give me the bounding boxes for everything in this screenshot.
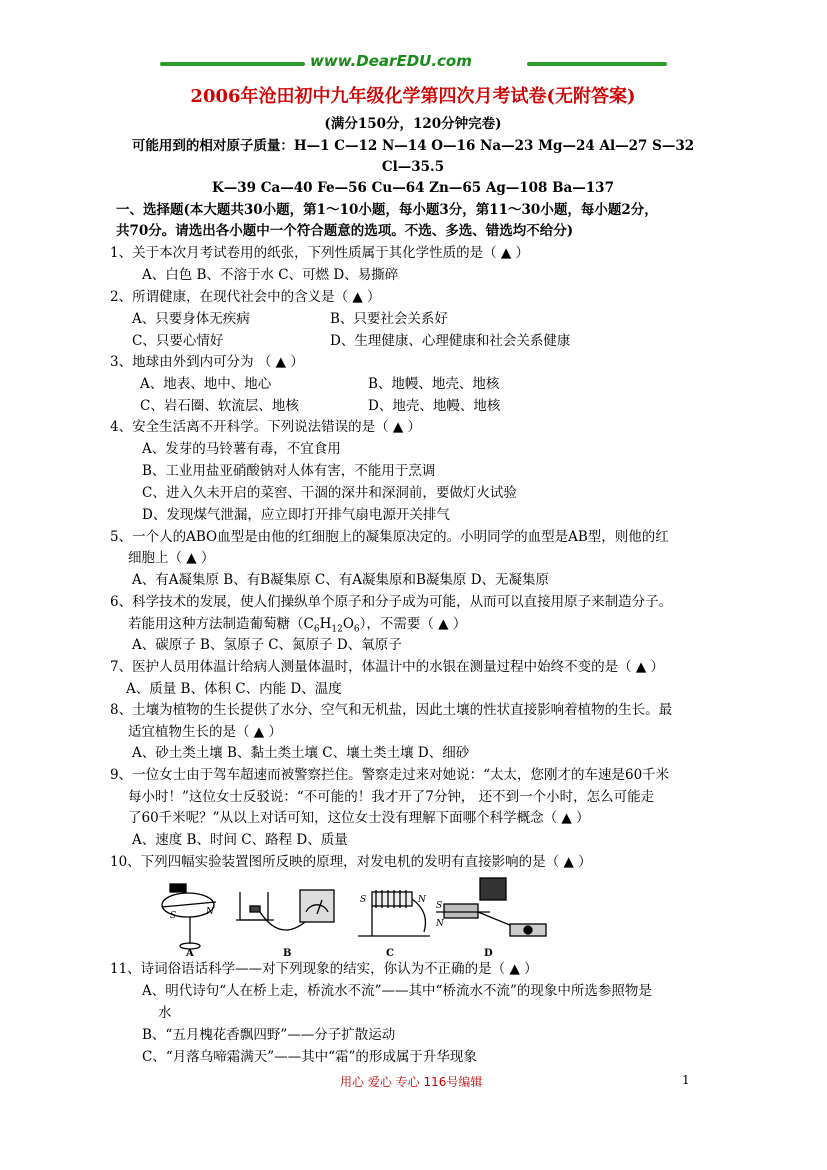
figure-d-battery-rails [436, 878, 546, 936]
figure-d-n-label: N [436, 919, 444, 929]
q5-stem-line-2: 细胞上（ ▲ ） [128, 550, 215, 566]
q5-stem-line-1: 5、一个人的ABO血型是由他的红细胞上的凝集原决定的。小明同学的血型是AB型，则他的红 [110, 529, 669, 545]
q5-options: A、有A凝集原 B、有B凝集原 C、有A凝集原和B凝集原 D、无凝集原 [132, 572, 550, 588]
q11-option-a-line-2: 水 [158, 1005, 172, 1021]
q6-formula-c-count: 6 [313, 624, 320, 635]
q7-options: A、质量 B、体积 C、内能 D、温度 [126, 681, 342, 697]
page-title: 2006年沧田初中九年级化学第四次月考试卷(无附答案) [190, 86, 636, 107]
q9-stem-line-1: 9、一位女士由于驾车超速而被警察拦住。警察走过来对她说：“太太，您刚才的车速是60千米 [110, 767, 670, 783]
q4-option-c: C、进入久未开启的菜窖、干涸的深井和深洞前，要做灯火试验 [142, 485, 517, 501]
figure-label-d: D [484, 948, 493, 958]
q2-option-c: C、只要心情好 [132, 333, 224, 349]
q9-options: A、速度 B、时间 C、路程 D、质量 [132, 832, 348, 848]
q6-stem-prefix: 若能用这种方法制造葡萄糖（C [128, 616, 314, 632]
q8-options: A、砂土类土壤 B、黏土类土壤 C、壤土类土壤 D、细砂 [132, 745, 470, 761]
q2-stem: 2、所谓健康，在现代社会中的含义是（ ▲ ） [110, 289, 381, 305]
q8-stem-line-1: 8、土壤为植物的生长提供了水分、空气和无机盐，因此土壤的性状直接影响着植物的生长。最 [110, 702, 673, 718]
atomic-mass-line-2: Cl—35.5 [381, 159, 445, 175]
q9-stem-line-3: 了60千米呢？”从以上对话可知，这位女士没有理解下面哪个科学概念（ ▲ ） [128, 810, 590, 826]
figure-a-s-label: S [170, 911, 177, 921]
section-heading-line-1: 一、选择题(本大题共30小题，第1～10小题，每小题3分，第11～30小题，每小题2分， [116, 202, 658, 218]
q6-formula-h-count: 12 [331, 624, 343, 635]
q1-stem: 1、关于本次月考试卷用的纸张，下列性质属于其化学性质的是（ ▲ ） [110, 245, 530, 261]
q3-stem: 3、地球由外到内可分为 （ ▲ ） [110, 354, 304, 370]
q4-option-a: A、发芽的马铃薯有毒，不宜食用 [142, 441, 341, 457]
q9-stem-line-2: 每小时！”这位女士反驳说：“不可能的！我才开了7分钟， 还不到一个小时，怎么可能走 [128, 789, 655, 805]
q10-apparatus-figure [150, 872, 550, 958]
q4-option-d: D、发现煤气泄漏，应立即打开排气扇电源开关排气 [142, 507, 450, 523]
q4-option-b: B、工业用盐亚硝酸钠对人体有害，不能用于烹调 [142, 463, 436, 479]
q2-option-a: A、只要身体无疾病 [132, 311, 250, 327]
q10-stem: 10、下列四幅实验装置图所反映的原理，对发电机的发明有直接影响的是（ ▲ ） [110, 854, 592, 870]
figure-c-s-label: S [360, 895, 367, 905]
figure-label-a: A [186, 948, 194, 958]
figure-label-c: C [386, 948, 394, 958]
q8-stem-line-2: 适宜植物生长的是（ ▲ ） [128, 724, 282, 740]
atomic-mass-line-1: 可能用到的相对原子质量：H—1 C—12 N—14 O—16 Na—23 Mg—24 Al—27 S—32 [131, 138, 695, 154]
figure-d-s-label: S [436, 901, 443, 911]
subtitle: (满分150分，120分钟完卷) [324, 116, 502, 132]
figure-label-b: B [283, 948, 292, 958]
figure-c-n-label: N [418, 895, 426, 905]
q11-stem: 11、诗词俗语话科学——对下列现象的结实，你认为不正确的是（ ▲ ） [110, 961, 538, 977]
header-decoration-left [160, 62, 305, 66]
q7-stem: 7、医护人员用体温计给病人测量体温时，体温计中的水银在测量过程中始终不变的是（ ▲ ） [110, 659, 665, 675]
page-number: 1 [682, 1073, 690, 1087]
figure-a-n-label: N [206, 907, 214, 917]
q3-option-b: B、地幔、地壳、地核 [368, 376, 500, 392]
figure-b-magnet-galvanometer [236, 890, 334, 930]
q6-stem-suffix: ），不需要（ ▲ ） [359, 616, 467, 632]
q3-option-d: D、地壳、地幔、地核 [368, 398, 501, 414]
section-heading-line-2: 共70分。请选出各小题中一个符合题意的选项。不选、多选、错选均不给分) [116, 223, 574, 239]
q11-option-c: C、“月落乌啼霜满天”——其中“霜”的形成属于升华现象 [142, 1049, 477, 1065]
q4-stem: 4、安全生活离不开科学。下列说法错误的是（ ▲ ） [110, 419, 422, 435]
q6-formula-h: H [319, 616, 332, 632]
page-footer: 用心 爱心 专心 116号编辑 [340, 1075, 483, 1089]
q3-option-c: C、岩石圈、软流层、地核 [140, 398, 299, 414]
q2-option-d: D、生理健康、心理健康和社会关系健康 [330, 333, 571, 349]
q6-formula-o-count: 6 [353, 624, 360, 635]
q1-options: A、白色 B、不溶于水 C、可燃 D、易撕碎 [142, 267, 399, 283]
q3-option-a: A、地表、地中、地心 [140, 376, 272, 392]
header-decoration-right [527, 62, 667, 66]
q6-formula-o: O [342, 616, 354, 632]
atomic-mass-line-3: K—39 Ca—40 Fe—56 Cu—64 Zn—65 Ag—108 Ba—137 [212, 180, 614, 196]
site-url: www.DearEDU.com [310, 52, 472, 70]
q11-option-a-line-1: A、明代诗句“人在桥上走，桥流水不流”——其中“桥流水不流”的现象中所选参照物是 [142, 983, 652, 999]
q6-stem-line-1: 6、科学技术的发展，使人们操纵单个原子和分子成为可能，从而可以直接用原子来制造分子。 [110, 594, 673, 610]
q6-options: A、碳原子 B、氢原子 C、氮原子 D、氧原子 [132, 637, 402, 653]
q2-option-b: B、只要社会关系好 [330, 311, 448, 327]
q11-option-b: B、“五月槐花香飘四野”——分子扩散运动 [142, 1027, 396, 1043]
